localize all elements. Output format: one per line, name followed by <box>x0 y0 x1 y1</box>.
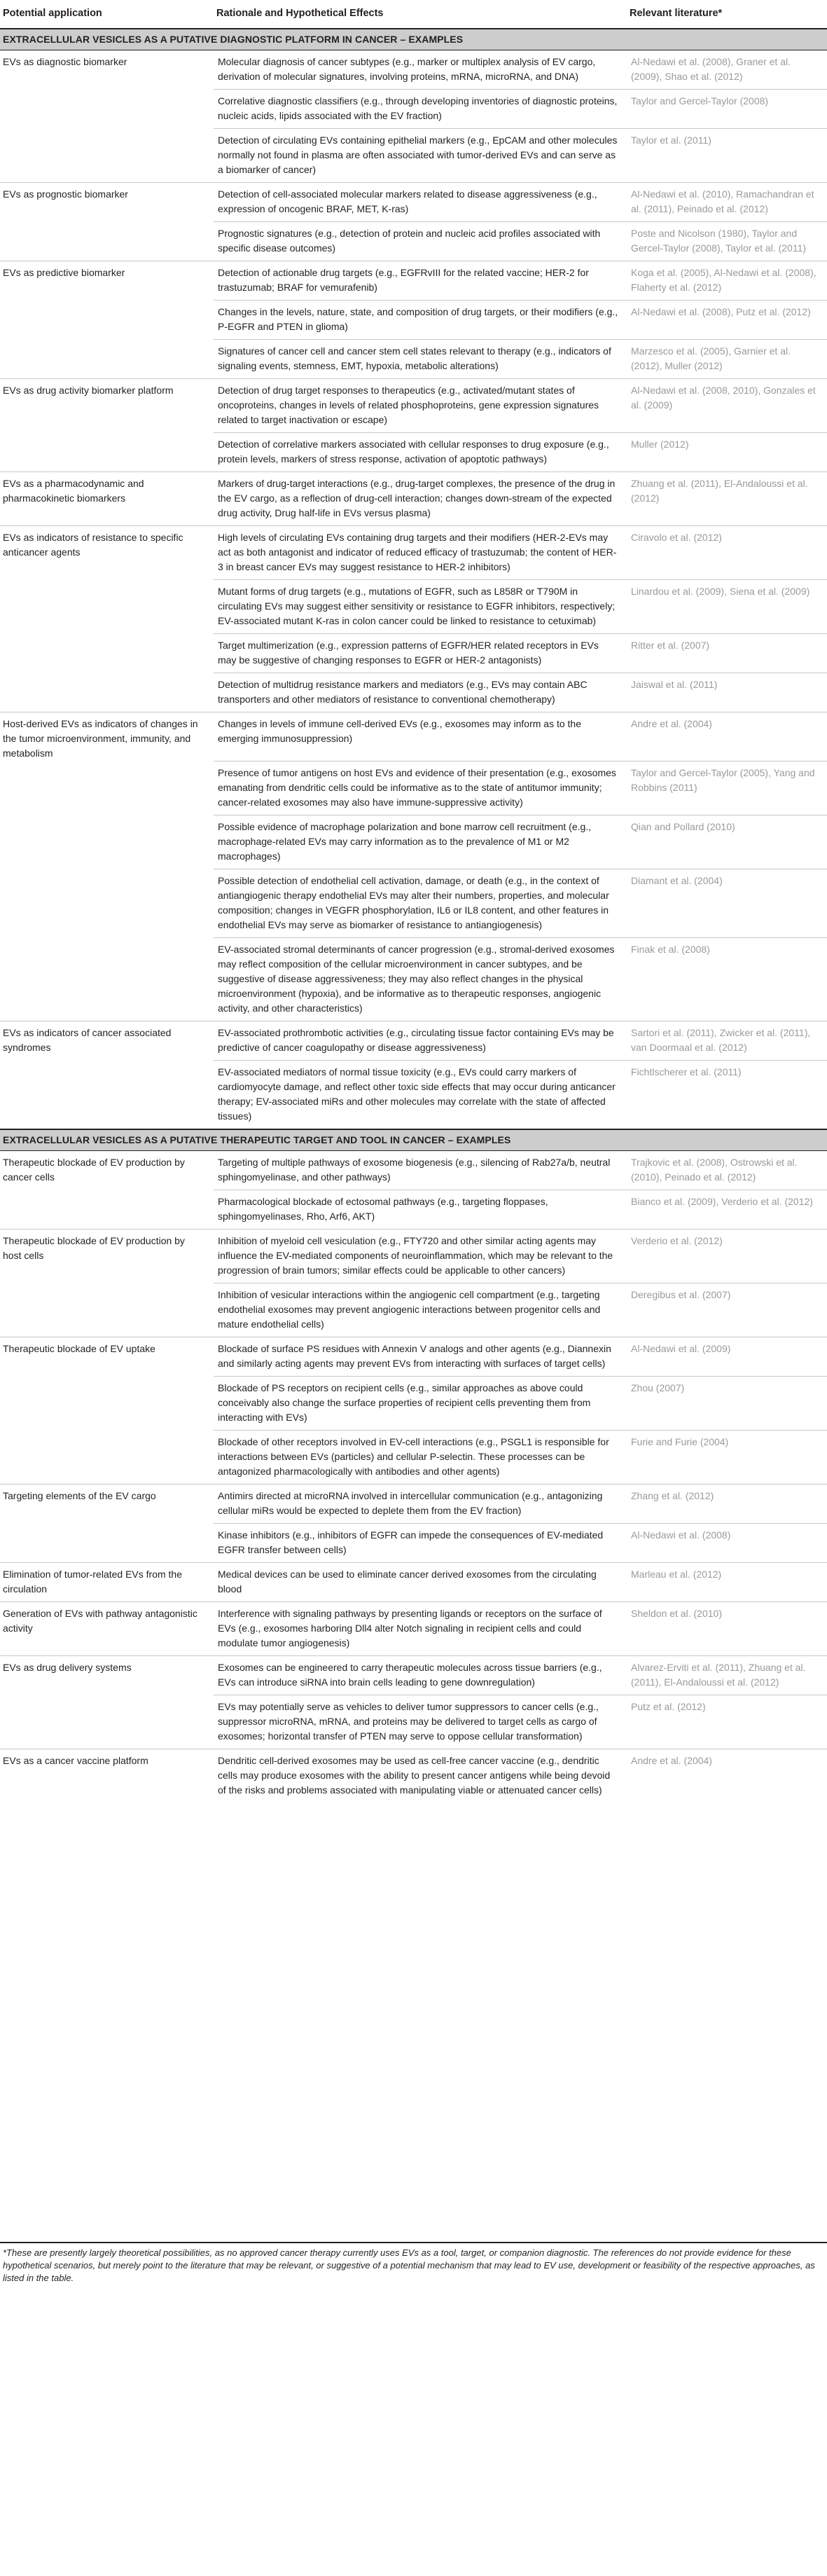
rationale-cell: Pharmacological blockade of ectosomal pathways (e.g., targeting floppases, sphingomyelinases, Rho, Arf6, AKT) <box>214 1190 627 1229</box>
literature-cell[interactable]: Taylor and Gercel-Taylor (2005), Yang and Robbins (2011) <box>627 761 827 815</box>
rationale-cell: Blockade of surface PS residues with Annexin V analogs and other agents (e.g., Diannexin and similarly acting agents may prevent EVs from interacting with surfaces of target cells) <box>214 1337 627 1376</box>
table-row <box>0 1060 827 1129</box>
application-cell-empty <box>0 222 214 261</box>
literature-cell[interactable]: Diamant et al. (2004) <box>627 869 827 937</box>
application-cell: Therapeutic blockade of EV production by host cells <box>0 1229 214 1283</box>
rationale-cell: High levels of circulating EVs containing drug targets and their modifiers (HER-2-EVs may act as both antagonist and indicator of reduced efficacy of trastuzumab; the content of HER-3 in breast cancer EVs may suggest resistance to HER-2 inhibitors) <box>214 526 627 580</box>
table-row <box>0 261 827 301</box>
table-body <box>0 29 827 1803</box>
table-row <box>0 815 827 869</box>
application-cell-empty <box>0 433 214 472</box>
application-cell-empty <box>0 340 214 379</box>
literature-cell[interactable]: Furie and Furie (2004) <box>627 1430 827 1484</box>
table-row <box>0 937 827 1021</box>
application-cell: Therapeutic blockade of EV uptake <box>0 1337 214 1376</box>
table-row <box>0 1190 827 1229</box>
table-row <box>0 183 827 222</box>
application-cell: EVs as indicators of cancer associated syndromes <box>0 1021 214 1060</box>
literature-cell[interactable]: Zhuang et al. (2011), El-Andaloussi et al. (2012) <box>627 472 827 526</box>
table-row <box>0 869 827 937</box>
literature-cell[interactable]: Taylor et al. (2011) <box>627 129 827 183</box>
rationale-cell: Antimirs directed at microRNA involved in intercellular communication (e.g., antagonizing cellular miRs would be expected to deplete them from the EV fraction) <box>214 1484 627 1523</box>
table-header-row <box>0 0 827 29</box>
application-cell: Host-derived EVs as indicators of changes in the tumor microenvironment, immunity, and metabolism <box>0 712 214 762</box>
application-cell-empty <box>0 1430 214 1484</box>
header-literature: Relevant literature* <box>627 0 827 29</box>
literature-cell[interactable]: Finak et al. (2008) <box>627 937 827 1021</box>
literature-cell[interactable]: Al-Nedawi et al. (2009) <box>627 1337 827 1376</box>
table-row <box>0 1523 827 1562</box>
rationale-cell: Blockade of other receptors involved in EV-cell interactions (e.g., PSGL1 is responsible for interactions between EVs (particles) and cellular P-selectin. These processes can be antagonized pharmacologically with antibodies and other agents) <box>214 1430 627 1484</box>
rationale-cell: Molecular diagnosis of cancer subtypes (e.g., marker or multiplex analysis of EV cargo, derivation of molecular signatures, involving proteins, mRNA, microRNA, and DNA) <box>218 56 596 82</box>
application-cell-empty <box>0 90 214 129</box>
literature-cell[interactable]: Zhou (2007) <box>627 1376 827 1430</box>
table-row <box>0 1021 827 1060</box>
literature-cell[interactable]: Muller (2012) <box>627 433 827 472</box>
literature-cell[interactable]: Marzesco et al. (2005), Garnier et al. (2012), Muller (2012) <box>627 340 827 379</box>
table-row <box>0 634 827 673</box>
literature-cell[interactable]: Ciravolo et al. (2012) <box>627 526 827 580</box>
literature-cell[interactable]: Andre et al. (2004) <box>627 1749 827 1803</box>
rationale-cell: Mutant forms of drug targets (e.g., mutations of EGFR, such as L858R or T790M in circulating EVs may suggest either sensitivity or resistance to EGFR inhibitors, respectively; EV-associated mutant K-ras in colon cancer could be linked to resistance to cetuximab) <box>214 580 627 634</box>
table-row <box>0 90 827 129</box>
table-row <box>0 1562 827 1602</box>
application-cell-empty <box>0 634 214 673</box>
literature-cell[interactable]: Al-Nedawi et al. (2008), Putz et al. (2012) <box>627 301 827 340</box>
rationale-cell: Kinase inhibitors (e.g., inhibitors of EGFR can impede the consequences of EV-mediated EGFR transfer between cells) <box>214 1523 627 1562</box>
footnote-divider <box>0 2242 827 2243</box>
application-cell-empty <box>0 673 214 712</box>
table-row <box>0 129 827 183</box>
table-row <box>0 1749 827 1803</box>
application-cell: Generation of EVs with pathway antagonistic activity <box>0 1602 214 1655</box>
application-cell: EVs as a cancer vaccine platform <box>0 1749 214 1803</box>
table-row <box>0 712 827 762</box>
rationale-cell: Inhibition of vesicular interactions within the angiogenic cell compartment (e.g., targeting endothelial exosomes may prevent angiogenic interactions between progenitor cells and mature endothelial cells) <box>214 1283 627 1337</box>
literature-cell[interactable]: Al-Nedawi et al. (2008) <box>627 1523 827 1562</box>
literature-cell[interactable]: Bianco et al. (2009), Verderio et al. (2012) <box>627 1190 827 1229</box>
literature-cell[interactable]: Putz et al. (2012) <box>627 1695 827 1749</box>
application-cell-empty <box>0 1283 214 1337</box>
application-cell: EVs as diagnostic biomarker <box>3 56 127 67</box>
literature-cell[interactable]: Koga et al. (2005), Al-Nedawi et al. (2008), Flaherty et al. (2012) <box>627 261 827 301</box>
table-row <box>0 1695 827 1749</box>
section-title: EXTRACELLULAR VESICLES AS A PUTATIVE THERAPEUTIC TARGET AND TOOL IN CANCER – EXAMPLES <box>0 1129 827 1151</box>
application-cell-empty <box>0 129 214 183</box>
application-cell-empty <box>0 937 214 1021</box>
rationale-cell: Targeting of multiple pathways of exosome biogenesis (e.g., silencing of Rab27a/b, neutral sphingomyelinase, and other pathways) <box>218 1156 611 1183</box>
table-row <box>0 50 827 90</box>
literature-cell[interactable]: Poste and Nicolson (1980), Taylor and Gercel-Taylor (2008), Taylor et al. (2011) <box>627 222 827 261</box>
rationale-cell: Changes in levels of immune cell-derived EVs (e.g., exosomes may inform as to the emerging immunosuppression) <box>214 712 627 762</box>
table-row <box>0 1430 827 1484</box>
table-row <box>0 433 827 472</box>
table-row <box>0 1655 827 1695</box>
application-cell: EVs as predictive biomarker <box>0 261 214 301</box>
application-cell-empty <box>0 580 214 634</box>
rationale-cell: Detection of correlative markers associated with cellular responses to drug exposure (e.g., protein levels, markers of stress response, activation of apoptotic pathways) <box>214 433 627 472</box>
rationale-cell: Correlative diagnostic classifiers (e.g., through developing inventories of diagnostic proteins, nucleic acids, lipids associated with the EV fraction) <box>214 90 627 129</box>
literature-cell[interactable]: Al-Nedawi et al. (2010), Ramachandran et al. (2011), Peinado et al. (2012) <box>627 183 827 222</box>
rationale-cell: EVs may potentially serve as vehicles to deliver tumor suppressors to cancer cells (e.g., suppressor microRNA, mRNA, and proteins may be delivered to target cells as cargo of exosomes; horizontal transfer of PTEN may serve to oppose cellular transformation) <box>214 1695 627 1749</box>
table-row <box>0 379 827 433</box>
literature-cell[interactable]: Sheldon et al. (2010) <box>627 1602 827 1655</box>
application-cell-empty <box>0 1523 214 1562</box>
rationale-cell: Detection of multidrug resistance markers and mediators (e.g., EVs may contain ABC transporters and other mediators of resistance to conventional chemotherapy) <box>214 673 627 712</box>
rationale-cell: Blockade of PS receptors on recipient cells (e.g., similar approaches as above could conceivably also change the surface properties of recipient cells preventing them from interacting with EVs) <box>214 1376 627 1430</box>
table-row <box>0 761 827 815</box>
application-cell-empty <box>0 1190 214 1229</box>
application-cell-empty <box>0 1695 214 1749</box>
rationale-cell: Presence of tumor antigens on host EVs and evidence of their presentation (e.g., exosomes emanating from dendritic cells could be informative as to the state of antitumor immunity; cancer-related exosomes may also have immune-suppressive activity) <box>214 761 627 815</box>
literature-cell[interactable]: Deregibus et al. (2007) <box>627 1283 827 1337</box>
table-row <box>0 301 827 340</box>
rationale-cell: Detection of circulating EVs containing epithelial markers (e.g., EpCAM and other molecules normally not found in plasma are often associated with tumor-derived EVs and can serve as a biomarker of cancer) <box>214 129 627 183</box>
literature-cell[interactable]: Taylor and Gercel-Taylor (2008) <box>627 90 827 129</box>
table-row <box>0 1484 827 1523</box>
application-cell: EVs as indicators of resistance to specific anticancer agents <box>0 526 214 580</box>
header-potential-application: Potential application <box>0 0 214 29</box>
application-cell: Therapeutic blockade of EV production by cancer cells <box>3 1156 185 1183</box>
application-cell: EVs as drug activity biomarker platform <box>0 379 214 433</box>
table-row <box>0 1150 827 1190</box>
application-cell-empty <box>0 1060 214 1129</box>
rationale-cell: Target multimerization (e.g., expression patterns of EGFR/HER related receptors in EVs may be suggestive of changing responses to EGFR or HER-2 antagonists) <box>214 634 627 673</box>
table-row <box>0 526 827 580</box>
table-row <box>0 1283 827 1337</box>
rationale-cell: Medical devices can be used to eliminate cancer derived exosomes from the circulating blood <box>214 1562 627 1602</box>
rationale-cell: EV-associated stromal determinants of cancer progression (e.g., stromal-derived exosomes may reflect composition of the cellular microenvironment in cancer subtypes, and be suggestive of disease aggressiveness; they may also reflect changes in the physical microenvironment (hypoxia), and be informative as to therapeutic responses, angiogenic activity, and other characteristics) <box>214 937 627 1021</box>
table-row <box>0 340 827 379</box>
table-row <box>0 222 827 261</box>
literature-cell[interactable]: Jaiswal et al. (2011) <box>627 673 827 712</box>
rationale-cell: Prognostic signatures (e.g., detection of protein and nucleic acid profiles associated with specific disease outcomes) <box>214 222 627 261</box>
rationale-cell: Changes in the levels, nature, state, and composition of drug targets, or their modifiers (e.g., P-EGFR and PTEN in glioma) <box>214 301 627 340</box>
application-cell: EVs as a pharmacodynamic and pharmacokinetic biomarkers <box>0 472 214 526</box>
table-footnote: *These are presently largely theoretical possibilities, as no approved cancer therapy currently uses EVs as a tool, target, or companion diagnostic. The references do not provide evidence for these hypothetical scenarios, but merely point to the literature that may be relevant, or suggestive of a potential mechanism that may lead to EV use, development or feasibility of the respective approaches, as listed in the table. <box>3 2247 815 2283</box>
rationale-cell: Detection of drug target responses to therapeutics (e.g., activated/mutant states of oncoproteins, changes in levels of related phosphoproteins, gene expression signatures related to target inactivation or escape) <box>214 379 627 433</box>
literature-cell[interactable]: Alvarez-Erviti et al. (2011), Zhuang et al. (2011), El-Andaloussi et al. (2012) <box>627 1655 827 1695</box>
literature-cell[interactable]: Al-Nedawi et al. (2008, 2010), Gonzales et al. (2009) <box>627 379 827 433</box>
application-cell-empty <box>0 869 214 937</box>
literature-cell[interactable]: Verderio et al. (2012) <box>627 1229 827 1283</box>
rationale-cell: EV-associated mediators of normal tissue toxicity (e.g., EVs could carry markers of cardiomyocyte damage, and reflect other toxic side effects that may occur during anticancer therapy; EV-associated miRs and other molecules may correlate with the state of affected tissues) <box>214 1060 627 1129</box>
literature-cell[interactable]: Al-Nedawi et al. (2008), Graner et al. (2009), Shao et al. (2012) <box>631 56 791 82</box>
rationale-cell: Interference with signaling pathways by presenting ligands or receptors on the surface of EVs (e.g., exosomes harboring Dll4 alter Notch signaling in recipient cells and could modulate tumor angiogenesis) <box>214 1602 627 1655</box>
rationale-cell: Signatures of cancer cell and cancer stem cell states relevant to therapy (e.g., indicators of signaling events, stemness, EMT, hypoxia, metabolic alterations) <box>214 340 627 379</box>
table-row <box>0 1337 827 1376</box>
application-cell-empty <box>0 761 214 815</box>
table-row <box>0 1602 827 1655</box>
table-row <box>0 1376 827 1430</box>
application-cell: Targeting elements of the EV cargo <box>0 1484 214 1523</box>
literature-cell[interactable]: Qian and Pollard (2010) <box>627 815 827 869</box>
literature-cell[interactable]: Fichtlscherer et al. (2011) <box>627 1060 827 1129</box>
rationale-cell: Possible detection of endothelial cell activation, damage, or death (e.g., in the context of antiangiogenic therapy endothelial EVs may alter their numbers, properties, and molecular composition; changes in VEGFR phosphorylation, IL6 or IL8 content, and other features in endothelial EVs may serve as biomarker of resistance to antiangiogenesis) <box>214 869 627 937</box>
literature-cell[interactable]: Trajkovic et al. (2008), Ostrowski et al. (2010), Peinado et al. (2012) <box>631 1156 798 1183</box>
rationale-cell: Detection of cell-associated molecular markers related to disease aggressiveness (e.g., expression of oncogenic BRAF, MET, K-ras) <box>214 183 627 222</box>
application-cell: EVs as drug delivery systems <box>0 1655 214 1695</box>
literature-cell[interactable]: Sartori et al. (2011), Zwicker et al. (2011), van Doormaal et al. (2012) <box>627 1021 827 1060</box>
rationale-cell: Markers of drug-target interactions (e.g., drug-target complexes, the presence of the drug in the EV cargo, as a reflection of drug-cell interaction; changes down-stream of the expected drug activity, Drug half-life in EVs versus plasma) <box>214 472 627 526</box>
literature-cell[interactable]: Marleau et al. (2012) <box>627 1562 827 1602</box>
application-cell-empty <box>0 1376 214 1430</box>
section-header-row <box>0 1129 827 1151</box>
literature-cell[interactable]: Zhang et al. (2012) <box>627 1484 827 1523</box>
table-row <box>0 673 827 712</box>
application-cell-empty <box>0 301 214 340</box>
application-cell-empty <box>0 815 214 869</box>
application-cell: EVs as prognostic biomarker <box>0 183 214 222</box>
header-rationale: Rationale and Hypothetical Effects <box>214 0 627 29</box>
rationale-cell: Exosomes can be engineered to carry therapeutic molecules across tissue barriers (e.g., EVs can introduce siRNA into brain cells leading to gene downregulation) <box>214 1655 627 1695</box>
table-row <box>0 580 827 634</box>
rationale-cell: Possible evidence of macrophage polarization and bone marrow cell recruitment (e.g., macrophage-related EVs may carry information as to the prevalence of M1 or M2 macrophages) <box>214 815 627 869</box>
table-row <box>0 472 827 526</box>
literature-cell[interactable]: Ritter et al. (2007) <box>627 634 827 673</box>
section-header-row <box>0 29 827 50</box>
rationale-cell: Inhibition of myeloid cell vesiculation (e.g., FTY720 and other similar acting agents may influence the EV-mediated components of neuroinflammation, which may be relevant to the progression of brain tumors; similar effects could be applicable to other cancers) <box>214 1229 627 1283</box>
section-title: EXTRACELLULAR VESICLES AS A PUTATIVE DIAGNOSTIC PLATFORM IN CANCER – EXAMPLES <box>0 29 827 50</box>
rationale-cell: Detection of actionable drug targets (e.g., EGFRvIII for the related vaccine; HER-2 for trastuzumab; BRAF for vemurafenib) <box>214 261 627 301</box>
literature-cell[interactable]: Linardou et al. (2009), Siena et al. (2009) <box>627 580 827 634</box>
rationale-cell: EV-associated prothrombotic activities (e.g., circulating tissue factor containing EVs may be predictive of cancer coagulopathy or disease aggressiveness) <box>214 1021 627 1060</box>
rationale-cell: Dendritic cell-derived exosomes may be used as cell-free cancer vaccine (e.g., dendritic cells may produce exosomes with the ability to present cancer antigens while being devoid of the risks and problems associated with manipulating viable or attenuated cancer cells) <box>214 1749 627 1803</box>
literature-cell[interactable]: Andre et al. (2004) <box>627 712 827 762</box>
table-row <box>0 1229 827 1283</box>
application-cell: Elimination of tumor-related EVs from the circulation <box>0 1562 214 1602</box>
